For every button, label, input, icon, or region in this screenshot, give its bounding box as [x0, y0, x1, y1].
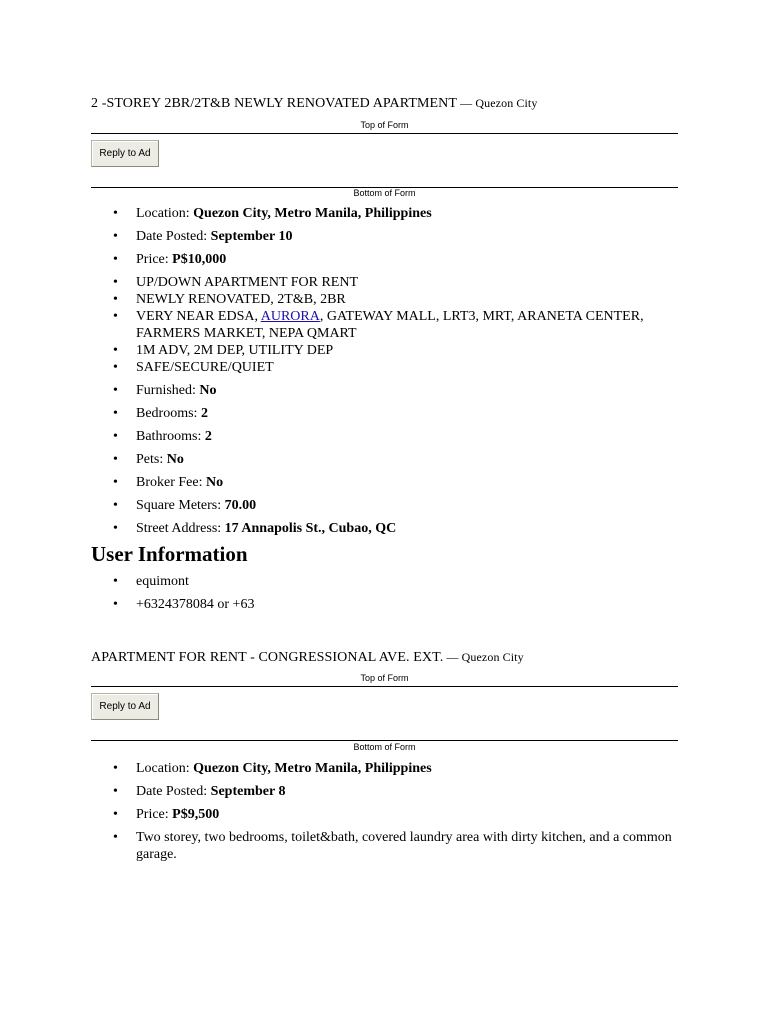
user-info-heading: User Information — [91, 542, 248, 566]
ad2-location: Quezon City, Metro Manila, Philippines — [193, 761, 432, 776]
ad1-pets: No — [166, 452, 184, 467]
ad2-price: P$9,500 — [172, 807, 220, 822]
user-phone: +6324378084 or +63 — [136, 597, 255, 612]
list-item: • 1M ADV, 2M DEP, UTILITY DEP — [91, 342, 678, 359]
ad2-bottom-of-form: Bottom of Form — [353, 742, 416, 752]
ad1-dash: — — [457, 96, 476, 110]
list-item: • Broker Fee: No — [91, 474, 678, 491]
ad1-square-meters: 70.00 — [224, 498, 257, 513]
list-item: • Furnished: No — [91, 382, 678, 399]
user-name: equimont — [136, 574, 189, 589]
ad2-top-rule — [91, 686, 678, 687]
ad2-title-line — [91, 650, 524, 666]
list-item: • Square Meters: 70.00 — [91, 497, 678, 514]
ad1-date: September 10 — [210, 229, 293, 244]
list-item: • VERY NEAR EDSA, AURORA, GATEWAY MALL, LRT3, MRT, ARANETA CENTER, FARMERS MARKET, NEPA QMART — [91, 308, 678, 342]
ad2-dash: — — [443, 650, 462, 664]
ad1-price: P$10,000 — [172, 252, 227, 267]
list-item — [91, 829, 678, 863]
ad1-reply-button[interactable]: Reply to Ad — [91, 140, 159, 167]
list-item: • UP/DOWN APARTMENT FOR RENT — [91, 274, 678, 291]
ad1-title-line — [91, 96, 537, 112]
ad2-reply-button[interactable]: Reply to Ad — [91, 693, 159, 720]
ad2-title: APARTMENT FOR RENT - CONGRESSIONAL AVE. EXT. — [91, 650, 444, 665]
list-item: • Location: Quezon City, Metro Manila, Philippines — [91, 205, 678, 222]
ad1-broker-fee: No — [205, 475, 224, 490]
list-item — [91, 573, 678, 590]
ad1-top-rule — [91, 133, 678, 134]
ad1-bedrooms: 2 — [200, 406, 208, 421]
list-item: • Street Address: 17 Annapolis St., Cubao, QC — [91, 520, 678, 537]
list-item: • NEWLY RENOVATED, 2T&B, 2BR — [91, 291, 678, 308]
list-item: • Date Posted: September 10 — [91, 228, 678, 245]
list-item: • Bedrooms: 2 — [91, 405, 678, 422]
ad2-city: Quezon City — [461, 650, 524, 664]
user-info-list — [91, 573, 678, 613]
list-item: • SAFE/SECURE/QUIET — [91, 359, 678, 376]
ad1-location: Quezon City, Metro Manila, Philippines — [193, 206, 432, 221]
ad1-bathrooms: 2 — [204, 429, 212, 444]
ad2-details-list — [91, 760, 678, 863]
ad1-furnished: No — [199, 383, 217, 398]
list-item: • Pets: No — [91, 451, 678, 468]
ad2-top-of-form: Top of Form — [360, 673, 409, 683]
ad1-street-address: 17 Annapolis St., Cubao, QC — [224, 521, 397, 536]
aurora-link[interactable]: AURORA — [260, 309, 320, 324]
list-item: • Price: P$10,000 — [91, 251, 678, 268]
list-item: • Date Posted: September 8 — [91, 783, 678, 800]
ad1-details-list — [91, 205, 678, 537]
list-item: • Price: P$9,500 — [91, 806, 678, 823]
ad2-description: Two storey, two bedrooms, toilet&bath, covered laundry area with dirty kitchen, and a common garage. — [136, 830, 672, 862]
ad1-title: 2 -STOREY 2BR/2T&B NEWLY RENOVATED APARTMENT — [91, 96, 458, 111]
ad2-date: September 8 — [210, 784, 286, 799]
list-item: • Bathrooms: 2 — [91, 428, 678, 445]
list-item — [91, 596, 678, 613]
ad2-bottom-rule — [91, 740, 678, 741]
list-item: • Location: Quezon City, Metro Manila, Philippines — [91, 760, 678, 777]
ad1-city: Quezon City — [475, 96, 538, 110]
ad1-top-of-form: Top of Form — [360, 120, 409, 130]
ad1-bottom-of-form: Bottom of Form — [353, 188, 416, 198]
